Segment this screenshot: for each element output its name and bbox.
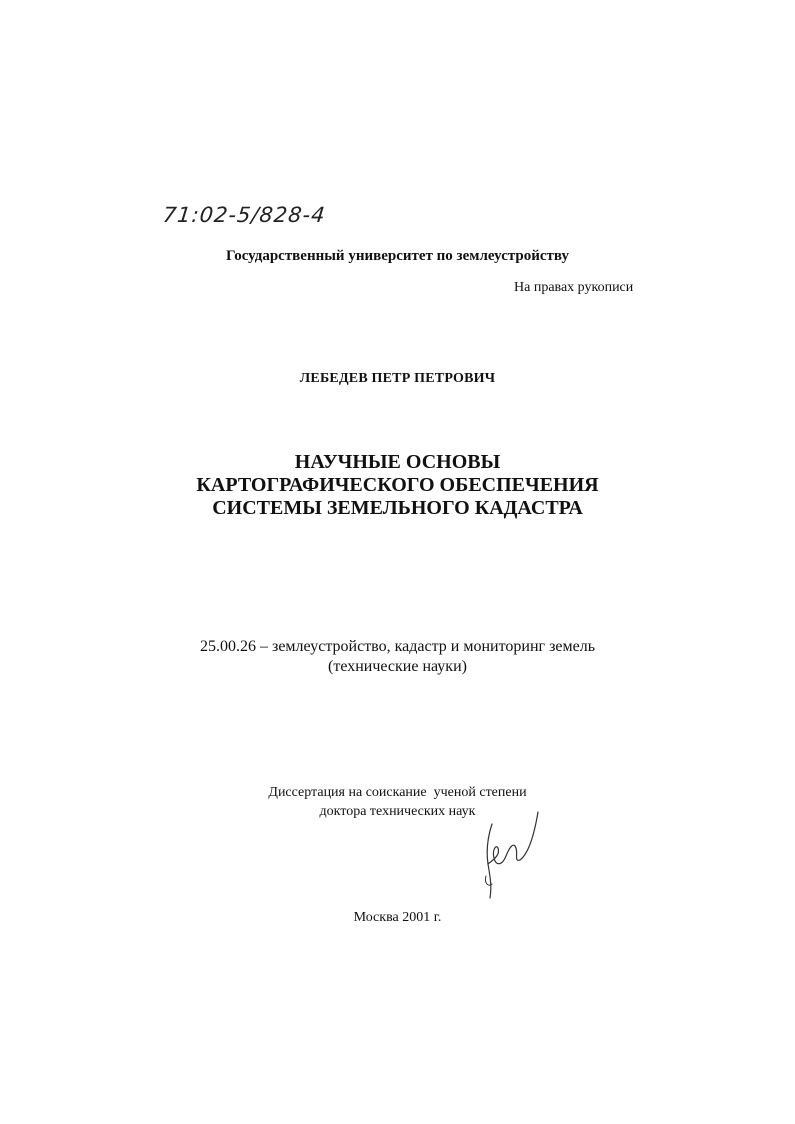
university-name: Государственный университет по землеустройству (225, 248, 569, 264)
title-line-2: КАРТОГРАФИЧЕСКОГО ОБЕСПЕЧЕНИЯ (196, 474, 599, 496)
degree-statement (0, 783, 795, 821)
archive-number-handwritten: 71:02-5/828-4 (161, 203, 327, 227)
specialty-line-2: (технические науки) (328, 658, 467, 675)
degree-line-1: Диссертация на соискание ученой степени (268, 785, 527, 800)
handwritten-signature (478, 806, 542, 906)
title-line-3: СИСТЕМЫ ЗЕМЕЛЬНОГО КАДАСТРА (212, 497, 583, 519)
degree-line-2: доктора технических наук (319, 804, 476, 819)
dissertation-title (0, 451, 795, 520)
specialty-code (0, 637, 795, 677)
manuscript-rights-note: На правах рукописи (514, 280, 634, 295)
specialty-line-1: 25.00.26 – землеустройство, кадастр и мониторинг земель (200, 638, 595, 655)
title-line-1: НАУЧНЫЕ ОСНОВЫ (294, 451, 501, 473)
author-name: ЛЕБЕДЕВ ПЕТР ПЕТРОВИЧ (299, 371, 496, 386)
city-and-year: Москва 2001 г. (353, 910, 442, 925)
